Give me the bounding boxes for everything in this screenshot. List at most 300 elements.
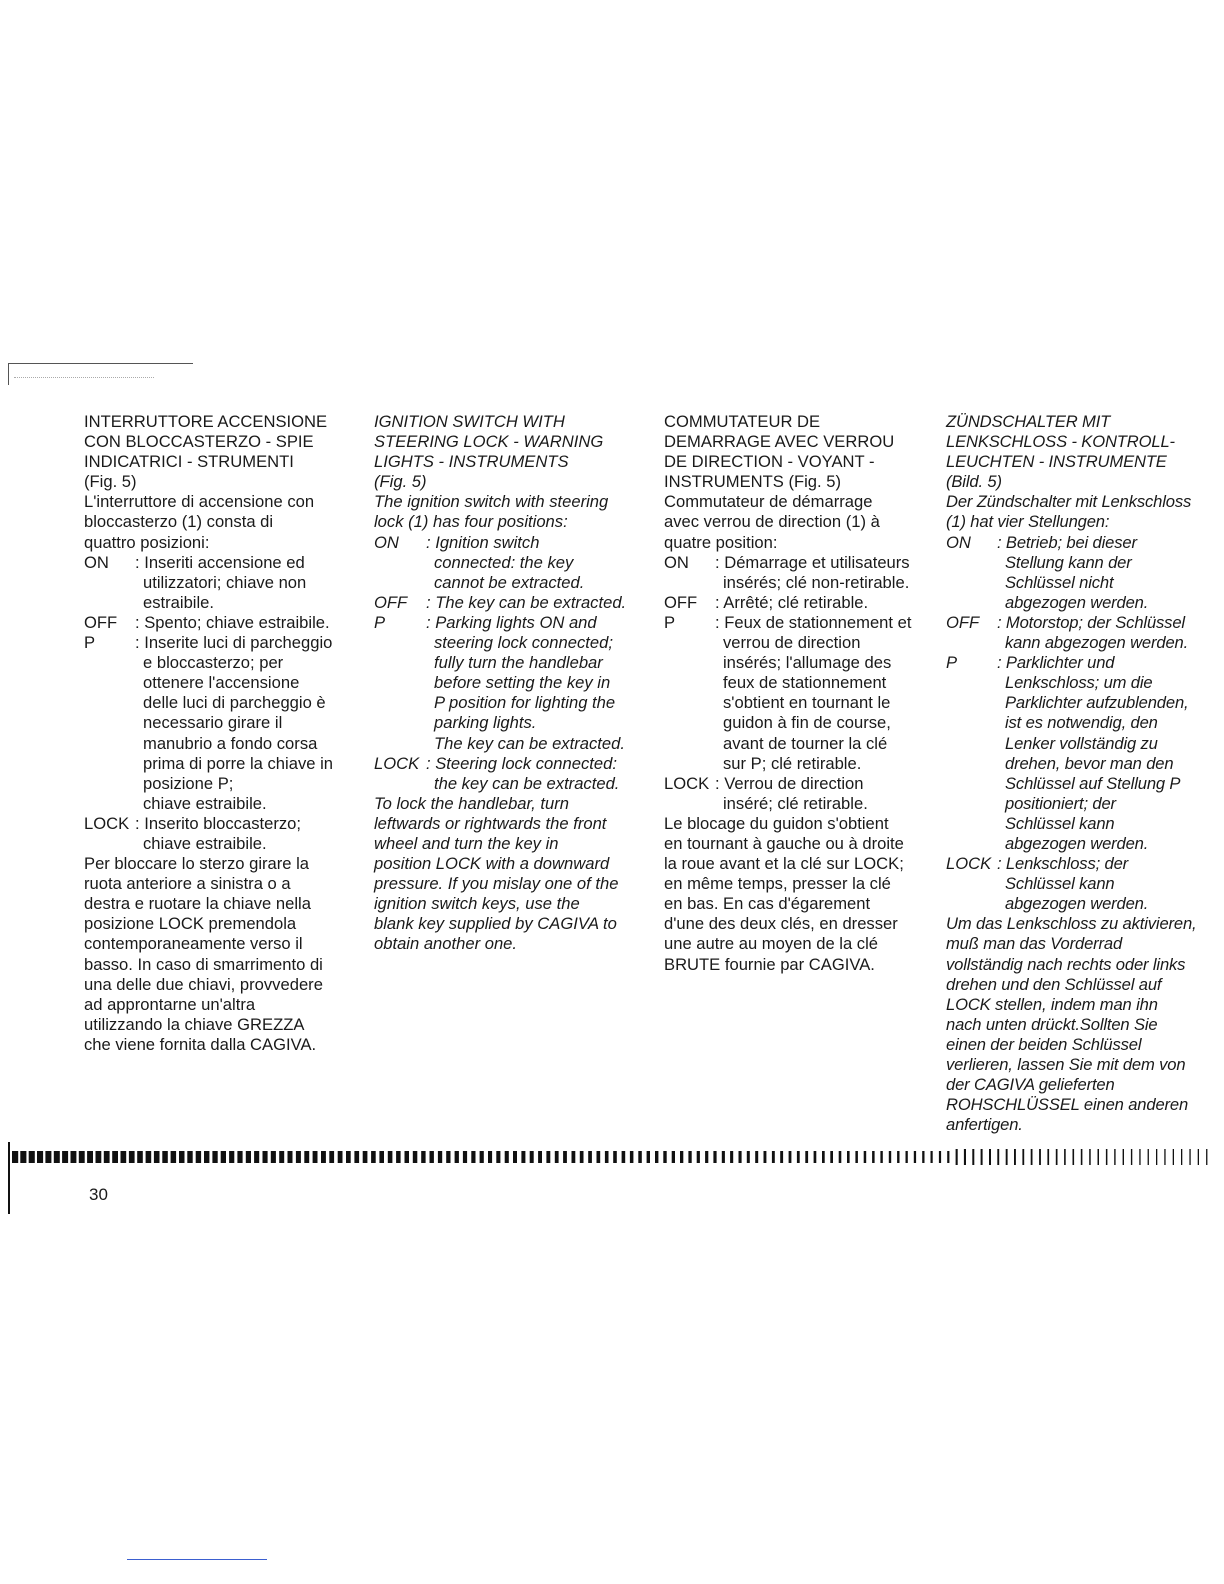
bar-block — [1006, 1149, 1008, 1165]
position-description — [426, 533, 646, 593]
position-line: ist es notwendig, den — [1005, 713, 1158, 733]
bar-block — [722, 1151, 725, 1163]
bar-block — [212, 1151, 217, 1163]
closing-line: verlieren, lassen Sie mit dem von — [946, 1055, 1186, 1074]
intro-line: lock (1) has four positions: — [374, 512, 568, 532]
intro-line: (1) hat vier Stellungen: — [946, 512, 1110, 532]
bar-block — [613, 1151, 617, 1163]
bar-block — [455, 1151, 459, 1163]
bar-block — [1148, 1149, 1149, 1165]
bar-block — [997, 1149, 999, 1165]
closing-line: pressure. If you mislay one of the — [374, 874, 619, 894]
bar-block — [622, 1151, 626, 1163]
bar-block — [947, 1151, 949, 1163]
bar-block — [1031, 1149, 1033, 1165]
closing-line: einen der beiden Schlüssel — [946, 1034, 1142, 1054]
corner-rule — [8, 363, 193, 364]
bar-block — [129, 1151, 135, 1163]
bar-block — [855, 1151, 858, 1163]
bar-block — [196, 1151, 201, 1163]
position-entry — [664, 613, 936, 774]
position-entry — [84, 613, 356, 633]
closing-line: obtain another one. — [374, 934, 518, 954]
bar-block — [521, 1151, 525, 1163]
bar-block — [822, 1151, 825, 1163]
bar-block — [488, 1151, 492, 1163]
bar-block — [463, 1151, 467, 1163]
bar-block — [237, 1151, 242, 1163]
bar-block — [789, 1151, 792, 1163]
position-line: s'obtient en tournant le — [723, 693, 891, 713]
closing-line: nach unten drückt.Sollten Sie — [946, 1014, 1158, 1034]
bar-block — [638, 1151, 642, 1163]
bar-block — [964, 1149, 966, 1165]
position-key: ON — [664, 552, 689, 572]
position-line: connected: the key — [434, 552, 574, 572]
position-key: P — [664, 612, 676, 632]
bar-block — [396, 1151, 401, 1163]
position-description — [426, 613, 646, 754]
position-line: prima di porre la chiave in — [143, 753, 333, 773]
bar-block — [1039, 1149, 1041, 1165]
bar-block — [20, 1151, 26, 1163]
bar-block — [137, 1151, 143, 1163]
position-description — [135, 613, 356, 633]
bar-block — [814, 1151, 817, 1163]
position-line: feux de stationnement — [723, 673, 887, 693]
bar-block — [755, 1151, 758, 1163]
position-key: OFF — [664, 592, 698, 612]
bar-block — [663, 1151, 666, 1163]
closing-line: utilizzando la chiave GREZZA — [84, 1014, 305, 1034]
closing-line: contemporaneamente verso il — [84, 934, 303, 954]
position-line: : Betrieb; bei dieser — [997, 532, 1137, 552]
bar-block — [739, 1151, 742, 1163]
bar-block — [1173, 1149, 1174, 1165]
bar-block — [405, 1151, 410, 1163]
position-line: insérés; l'allumage des — [723, 653, 892, 673]
intro-line: avec verrou de direction (1) à — [664, 512, 880, 532]
position-line: fully turn the handlebar — [434, 653, 603, 673]
heading-line: ZÜNDSCHALTER MIT — [946, 412, 1111, 431]
heading-line: CON BLOCCASTERZO - SPIE — [84, 432, 314, 452]
bar-block — [764, 1151, 767, 1163]
position-key: OFF — [946, 612, 980, 632]
closing-line: ad approntarne un'altra — [84, 994, 256, 1014]
position-description — [997, 653, 1218, 854]
closing-line: Per bloccare lo sterzo girare la — [84, 854, 310, 874]
bar-block — [37, 1151, 43, 1163]
bar-block — [1056, 1149, 1058, 1165]
bar-block — [1073, 1149, 1075, 1165]
position-line: : Lenkschloss; der — [997, 854, 1129, 874]
bar-block — [45, 1151, 51, 1163]
bar-block — [655, 1151, 658, 1163]
intro-line: quattro posizioni: — [84, 532, 210, 552]
position-key: OFF — [374, 592, 408, 612]
bar-block — [254, 1151, 259, 1163]
bar-block — [530, 1151, 534, 1163]
position-description — [997, 854, 1218, 914]
position-line: : Parklichter und — [997, 653, 1115, 673]
heading-line: INSTRUMENTS (Fig. 5) — [664, 472, 842, 492]
closing-line: Le blocage du guidon s'obtient — [664, 813, 889, 833]
position-entry — [84, 814, 356, 854]
bar-block — [112, 1151, 118, 1163]
intro-line: L'interruttore di accensione con — [84, 492, 315, 512]
position-line: abgezogen werden. — [1005, 833, 1149, 853]
bar-block — [363, 1151, 368, 1163]
closing-line: muß man das Vorderrad — [946, 934, 1123, 954]
closing-line: basso. In caso di smarrimento di — [84, 954, 323, 974]
corner-dots — [14, 377, 154, 378]
position-description — [715, 613, 936, 774]
position-line: inséré; clé retirable. — [723, 793, 868, 813]
position-description — [997, 533, 1218, 613]
closing-line: LOCK stellen, indem man ihn — [946, 994, 1158, 1014]
bar-block — [438, 1151, 442, 1163]
bar-block — [956, 1149, 958, 1165]
position-entry — [664, 553, 936, 593]
bar-block — [446, 1151, 450, 1163]
position-key: P — [946, 653, 958, 673]
bar-block — [471, 1151, 475, 1163]
position-description — [715, 553, 936, 593]
bar-block — [79, 1151, 85, 1163]
position-key: LOCK — [84, 813, 130, 833]
heading-line: IGNITION SWITCH WITH — [374, 412, 565, 431]
bar-block — [939, 1151, 941, 1163]
bar-block — [780, 1151, 783, 1163]
position-line: Lenkschloss; um die — [1005, 673, 1153, 693]
column-french — [664, 412, 936, 975]
heading-line: (Fig. 5) — [84, 472, 137, 492]
bar-block — [1181, 1149, 1182, 1165]
position-line: Schlüssel kann — [1005, 874, 1115, 894]
closing-line: Um das Lenkschloss zu aktivieren, — [946, 914, 1197, 934]
position-description — [715, 593, 936, 613]
closing-line: position LOCK with a downward — [374, 854, 610, 874]
position-entry — [946, 653, 1218, 854]
position-line: Lenker vollständig zu — [1005, 733, 1158, 753]
position-key: P — [84, 633, 96, 653]
bar-block — [354, 1151, 359, 1163]
bar-block — [931, 1151, 933, 1163]
position-line: Stellung kann der — [1005, 552, 1132, 572]
position-line: before setting the key in — [434, 673, 611, 693]
bar-block — [630, 1151, 634, 1163]
bar-block — [229, 1151, 234, 1163]
bar-block — [772, 1151, 775, 1163]
position-line: cannot be extracted. — [434, 572, 585, 592]
position-entry — [374, 593, 646, 613]
bar-block — [29, 1151, 35, 1163]
bar-block — [580, 1151, 584, 1163]
bar-block — [496, 1151, 500, 1163]
position-line: : Inserite luci di parcheggio — [135, 633, 333, 653]
bar-block — [864, 1151, 867, 1163]
page-number: 30 — [89, 1185, 108, 1204]
corner-rule-vertical — [8, 363, 9, 385]
bar-block — [597, 1151, 601, 1163]
heading-line: STEERING LOCK - WARNING — [374, 432, 604, 452]
closing-line: posizione LOCK premendola — [84, 914, 297, 934]
position-line: parking lights. — [434, 713, 537, 733]
bar-block — [730, 1151, 733, 1163]
heading-line: COMMUTATEUR DE — [664, 412, 821, 431]
closing-line: d'une des deux clés, en dresser — [664, 914, 898, 934]
closing-line: ruota anteriore a sinistra o a — [84, 874, 291, 894]
position-line: : Feux de stationnement et — [715, 612, 912, 632]
bar-block — [71, 1151, 77, 1163]
bar-block — [221, 1151, 226, 1163]
position-line: : Démarrage et utilisateurs — [715, 552, 910, 572]
position-key: ON — [946, 532, 971, 552]
bar-block — [672, 1151, 675, 1163]
bar-block — [104, 1151, 110, 1163]
position-line: : Steering lock connected: — [426, 753, 617, 773]
bar-block — [513, 1151, 517, 1163]
bar-block — [1106, 1149, 1108, 1165]
position-line: necessario girare il — [143, 713, 283, 733]
bar-block — [1156, 1149, 1157, 1165]
position-line: Schlüssel kann — [1005, 813, 1115, 833]
position-description — [135, 633, 356, 814]
position-line: P position for lighting the — [434, 693, 616, 713]
intro-line: Der Zündschalter mit Lenkschloss — [946, 492, 1192, 512]
bar-block — [379, 1151, 384, 1163]
column-italian — [84, 412, 356, 1055]
heading-line: INDICATRICI - STRUMENTI — [84, 452, 294, 472]
closing-line: ROHSCHLÜSSEL einen anderen — [946, 1095, 1189, 1115]
bar-block — [747, 1151, 750, 1163]
bar-block — [304, 1151, 309, 1163]
bar-block — [555, 1151, 559, 1163]
position-line: : Spento; chiave estraibile. — [135, 612, 330, 632]
position-line: Schlüssel nicht — [1005, 572, 1114, 592]
position-key: LOCK — [946, 854, 992, 874]
bar-block — [588, 1151, 592, 1163]
position-entry — [946, 533, 1218, 613]
closing-line: une autre au moyen de la clé — [664, 934, 879, 954]
position-line: chiave estraibile. — [143, 833, 267, 853]
decorative-bar-strip — [8, 1148, 1214, 1166]
bar-block — [162, 1151, 168, 1163]
position-line: : Inserito bloccasterzo; — [135, 813, 302, 833]
bar-block — [797, 1151, 800, 1163]
position-entry — [84, 633, 356, 814]
position-line: verrou de direction — [723, 633, 861, 653]
position-line: Schlüssel auf Stellung P — [1005, 773, 1181, 793]
bar-block — [538, 1151, 542, 1163]
position-line: drehen, bevor man den — [1005, 753, 1174, 773]
position-line: : Motorstop; der Schlüssel — [997, 612, 1185, 632]
intro-line: Commutateur de démarrage — [664, 492, 873, 512]
heading-line: LEUCHTEN - INSTRUMENTE — [946, 452, 1167, 472]
bar-block — [713, 1151, 716, 1163]
position-entry — [946, 613, 1218, 653]
bar-block — [981, 1149, 983, 1165]
intro-line: quatre position: — [664, 532, 778, 552]
position-line: Parklichter aufzublenden, — [1005, 693, 1189, 713]
closing-line: BRUTE fournie par CAGIVA. — [664, 954, 875, 974]
bar-block — [1131, 1149, 1132, 1165]
position-line: the key can be extracted. — [434, 773, 620, 793]
bar-block — [880, 1151, 882, 1163]
closing-line: vollständig nach rechts oder links — [946, 954, 1186, 974]
closing-line: che viene fornita dalla CAGIVA. — [84, 1034, 317, 1054]
position-line: guidon à fin de course, — [723, 713, 891, 733]
position-line: e bloccasterzo; per — [143, 653, 284, 673]
position-line: : Inseriti accensione ed — [135, 552, 305, 572]
bar-block — [338, 1151, 343, 1163]
position-entry — [664, 774, 936, 814]
closing-line: en tournant à gauche ou à droite — [664, 833, 904, 853]
closing-line: anfertigen. — [946, 1115, 1023, 1135]
bar-block — [847, 1151, 850, 1163]
bar-block — [705, 1151, 708, 1163]
position-line: posizione P; — [143, 773, 234, 793]
bar-block — [697, 1151, 700, 1163]
heading-line: LENKSCHLOSS - KONTROLL- — [946, 432, 1175, 452]
position-key: LOCK — [664, 773, 710, 793]
bar-block — [897, 1151, 899, 1163]
bar-block — [388, 1151, 393, 1163]
bar-block — [1098, 1149, 1100, 1165]
bar-block — [346, 1151, 351, 1163]
position-entry — [374, 613, 646, 754]
bar-block — [830, 1151, 833, 1163]
position-line: : Ignition switch — [426, 532, 540, 552]
position-entry — [664, 593, 936, 613]
position-description — [135, 553, 356, 613]
position-description — [135, 814, 356, 854]
bar-block — [279, 1151, 284, 1163]
closing-line: una delle due chiavi, provvedere — [84, 974, 323, 994]
position-line: delle luci di parcheggio è — [143, 693, 326, 713]
closing-line: blank key supplied by CAGIVA to — [374, 914, 617, 934]
heading-line: LIGHTS - INSTRUMENTS — [374, 452, 569, 472]
position-line: ottenere l'accensione — [143, 673, 300, 693]
heading-line: (Fig. 5) — [374, 472, 427, 492]
closing-line: leftwards or rightwards the front — [374, 813, 607, 833]
closing-line: der CAGIVA gelieferten — [946, 1075, 1115, 1095]
position-line: : The key can be extracted. — [426, 592, 627, 612]
position-line: abgezogen werden. — [1005, 592, 1149, 612]
position-line: utilizzatori; chiave non — [143, 572, 307, 592]
position-line: : Parking lights ON and — [426, 612, 597, 632]
position-line: steering lock connected; — [434, 633, 613, 653]
bar-block — [246, 1151, 251, 1163]
bar-block — [146, 1151, 152, 1163]
bar-block — [972, 1149, 974, 1165]
closing-line: wheel and turn the key in — [374, 833, 559, 853]
position-line: : Verrou de direction — [715, 773, 864, 793]
intro-line: bloccasterzo (1) consta di — [84, 512, 274, 532]
bar-block — [906, 1151, 908, 1163]
bar-block — [1123, 1149, 1124, 1165]
bar-block — [62, 1151, 68, 1163]
bar-block — [371, 1151, 376, 1163]
bar-block — [1047, 1149, 1049, 1165]
position-description — [715, 774, 936, 814]
bar-block — [1164, 1149, 1165, 1165]
bar-block — [413, 1151, 418, 1163]
bar-block — [1189, 1149, 1190, 1165]
bar-block — [688, 1151, 691, 1163]
position-line: positioniert; der — [1005, 793, 1116, 813]
position-line: The key can be extracted. — [434, 733, 625, 753]
position-line: insérés; clé non-retirable. — [723, 572, 910, 592]
bar-block — [171, 1151, 177, 1163]
bar-block — [204, 1151, 209, 1163]
bar-block — [263, 1151, 268, 1163]
bar-block — [179, 1151, 185, 1163]
closing-line: en bas. En cas d'égarement — [664, 894, 871, 914]
bar-block — [546, 1151, 550, 1163]
bar-block — [321, 1151, 326, 1163]
closing-line: drehen und den Schlüssel auf — [946, 974, 1162, 994]
position-description — [997, 613, 1218, 653]
bar-block — [680, 1151, 683, 1163]
bar-block — [914, 1151, 916, 1163]
footer-blue-line — [127, 1559, 267, 1560]
position-description — [426, 593, 646, 613]
position-entry — [84, 553, 356, 613]
bar-block — [121, 1151, 127, 1163]
position-line: kann abgezogen werden. — [1005, 633, 1189, 653]
bar-block — [271, 1151, 276, 1163]
position-line: avant de tourner la clé — [723, 733, 888, 753]
heading-line: INTERRUTTORE ACCENSIONE — [84, 412, 328, 431]
closing-line: destra e ruotare la chiave nella — [84, 894, 311, 914]
position-key: OFF — [84, 612, 118, 632]
heading-line: (Bild. 5) — [946, 472, 1002, 492]
position-key: ON — [374, 532, 399, 552]
bar-block — [1206, 1149, 1207, 1165]
bar-block — [989, 1149, 991, 1165]
position-line: abgezogen werden. — [1005, 894, 1149, 914]
bar-block — [1081, 1149, 1083, 1165]
bar-block — [1014, 1149, 1016, 1165]
closing-line: en même temps, presser la clé — [664, 874, 891, 894]
position-line: : Arrêté; clé retirable. — [715, 592, 869, 612]
bar-block — [421, 1151, 425, 1163]
bar-block — [87, 1151, 93, 1163]
bar-block — [563, 1151, 567, 1163]
position-line: manubrio a fondo corsa — [143, 733, 318, 753]
position-entry — [946, 854, 1218, 914]
heading-line: DEMARRAGE AVEC VERROU — [664, 432, 895, 452]
bar-block — [154, 1151, 160, 1163]
bar-block — [1198, 1149, 1199, 1165]
bar-block — [872, 1151, 875, 1163]
bar-block — [505, 1151, 509, 1163]
bar-block — [296, 1151, 301, 1163]
bar-block — [1139, 1149, 1140, 1165]
position-line: chiave estraibile. — [143, 793, 267, 813]
position-key: P — [374, 612, 386, 632]
bar-block — [430, 1151, 434, 1163]
bar-block — [647, 1151, 650, 1163]
bar-block — [605, 1151, 609, 1163]
bar-block — [1064, 1149, 1066, 1165]
closing-line: To lock the handlebar, turn — [374, 793, 569, 813]
position-key: LOCK — [374, 753, 420, 773]
column-german — [946, 412, 1218, 1135]
bar-block — [54, 1151, 60, 1163]
bar-block — [313, 1151, 318, 1163]
